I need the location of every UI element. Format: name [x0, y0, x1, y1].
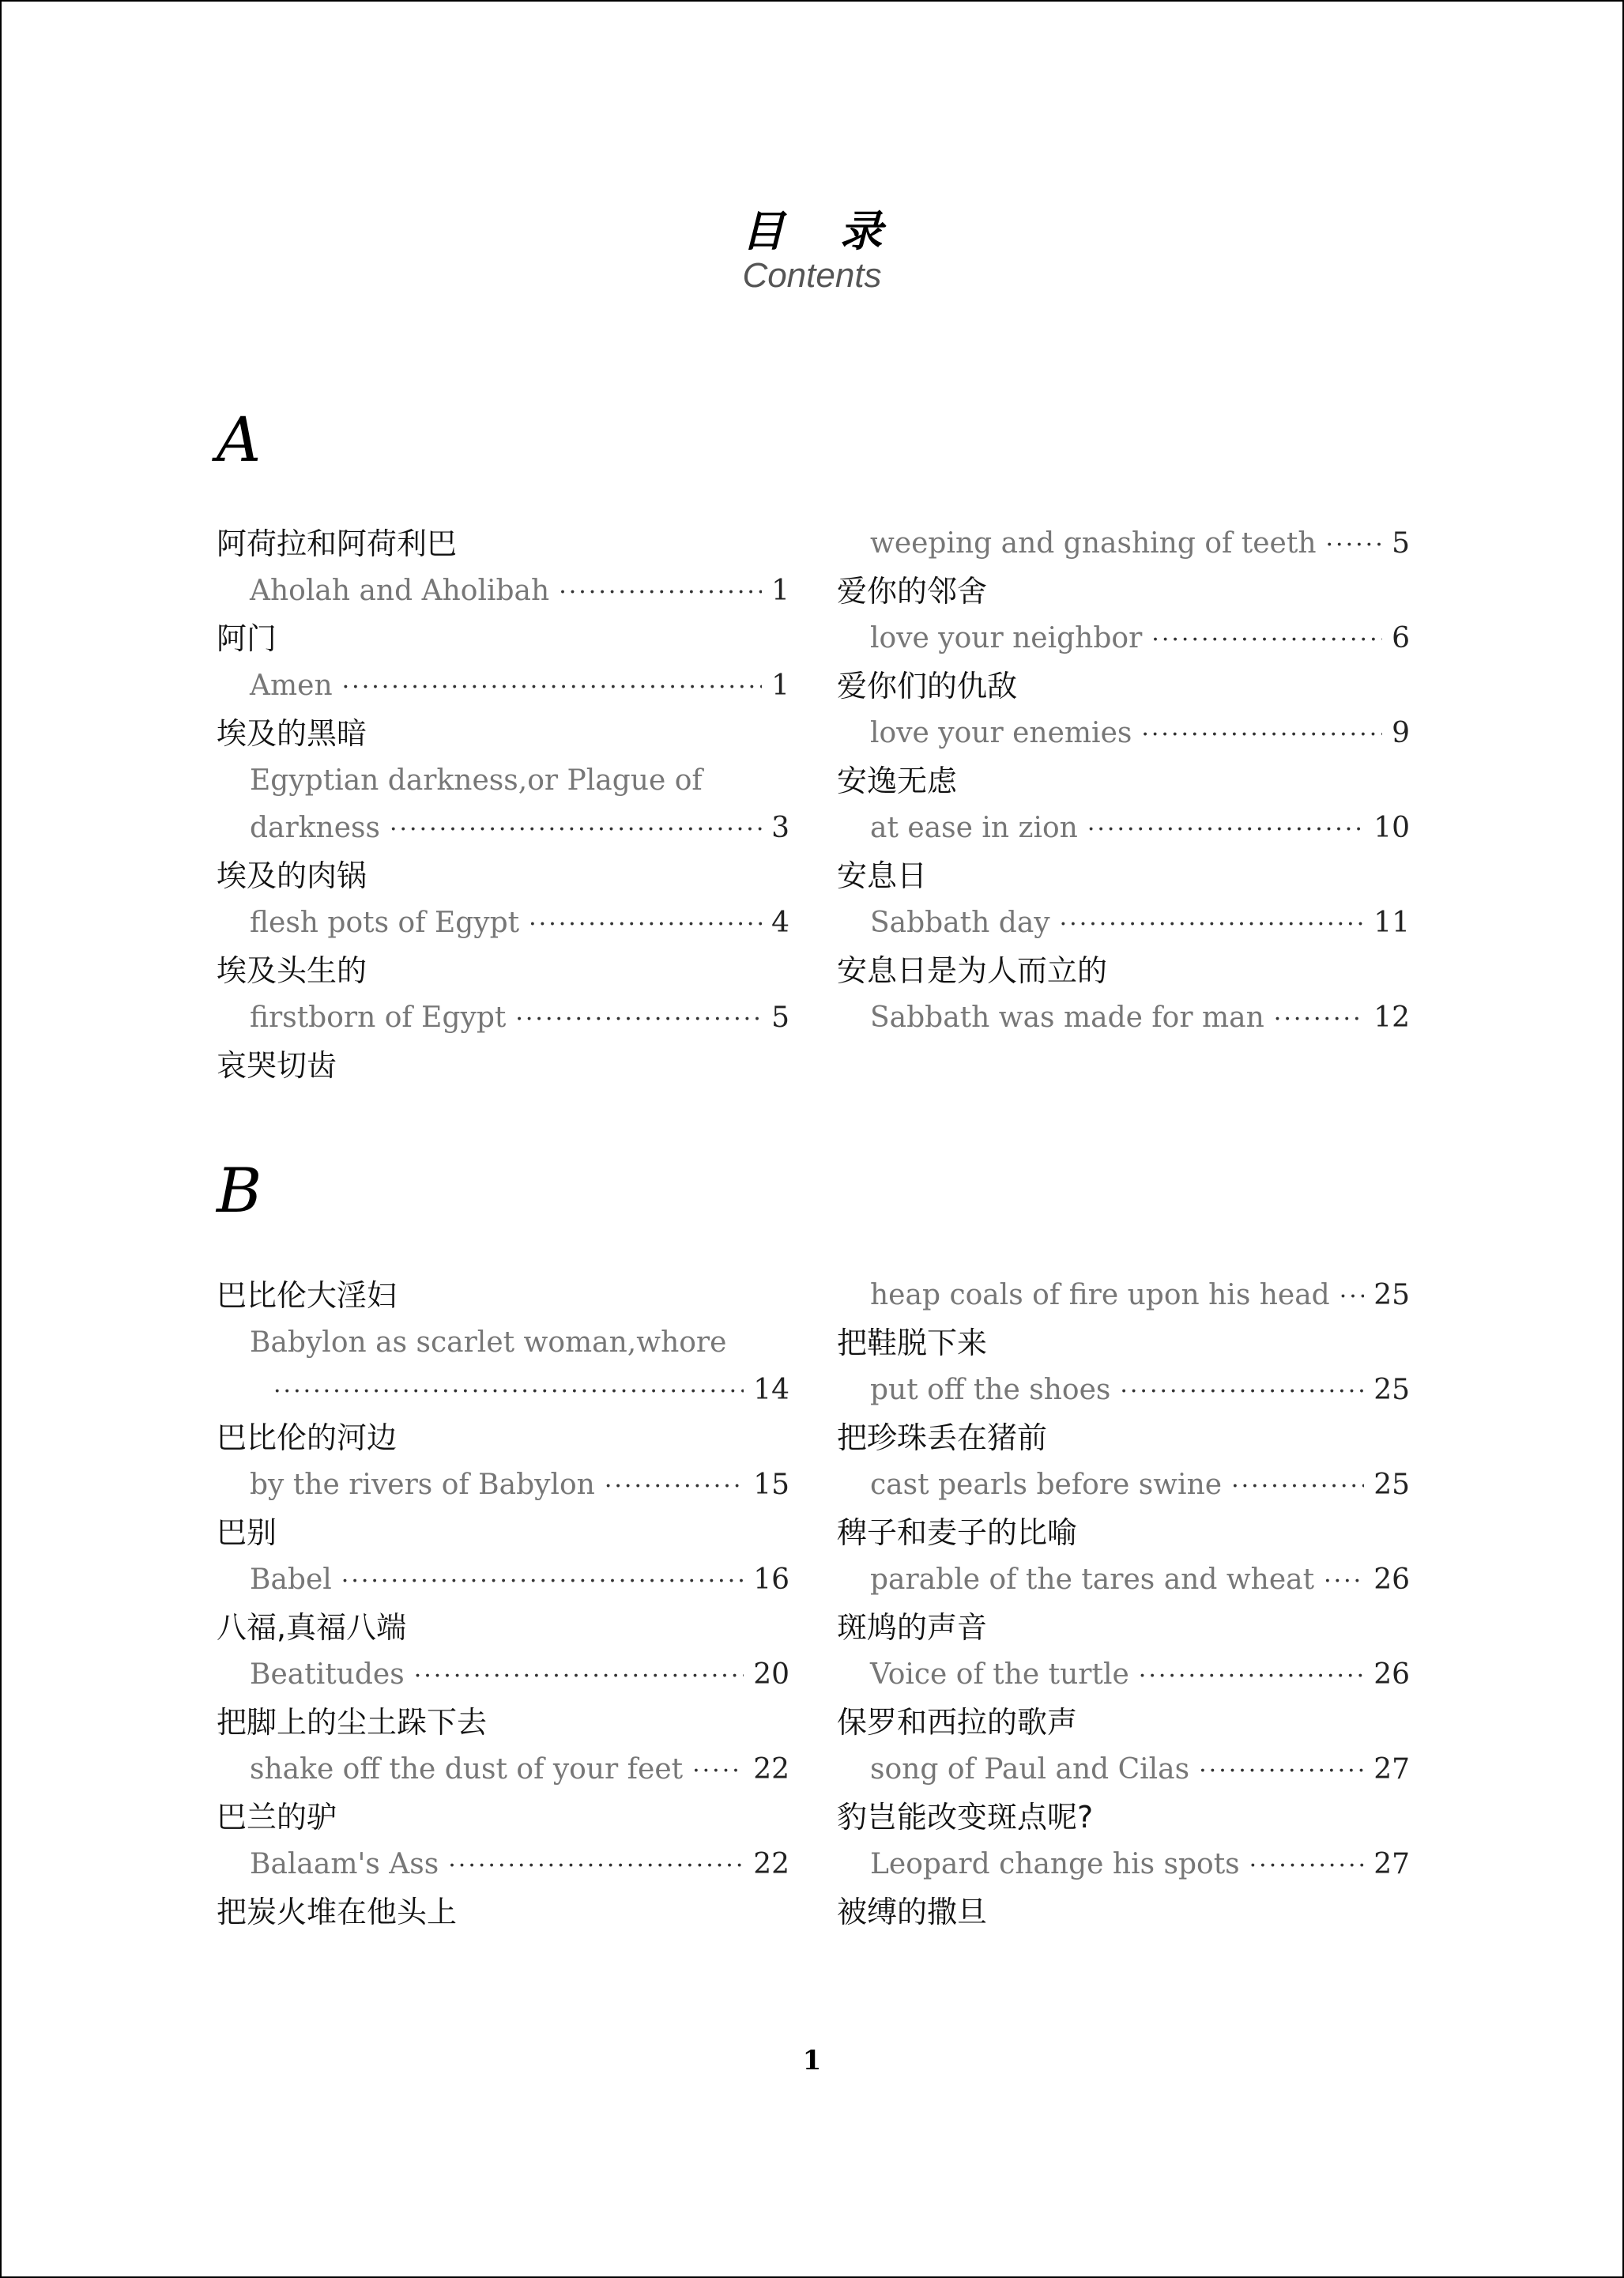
- leader-dots: [1324, 1558, 1364, 1605]
- entry-page-number: 3: [771, 812, 789, 844]
- entry-page-number: 22: [753, 1753, 789, 1786]
- entry-page-number: 5: [771, 1001, 789, 1034]
- entry-en-text: Leopard change his spots: [870, 1848, 1240, 1880]
- entry-page-number: 6: [1392, 622, 1410, 654]
- entry-en-line1: [217, 1319, 789, 1367]
- page-title-english: Contents: [742, 256, 882, 295]
- leader-dots: [1141, 711, 1382, 759]
- entry-en: [217, 805, 789, 852]
- entry-en: [837, 805, 1410, 852]
- entry-en: [837, 1272, 1410, 1319]
- entry-zh: 巴比伦大淫妇: [217, 1278, 398, 1313]
- entry-page-number: 9: [1392, 717, 1410, 749]
- entry-zh: 把鞋脱下来: [837, 1326, 988, 1360]
- leader-dots: [341, 1558, 744, 1605]
- entry-zh: 埃及的黑暗: [217, 716, 367, 751]
- entry-en-text: at ease in zion: [870, 812, 1078, 844]
- entry-en: [217, 1746, 789, 1793]
- entry-zh: 安息日: [837, 858, 928, 893]
- entry-en-line1: [217, 757, 789, 805]
- entry-en: [837, 1746, 1410, 1793]
- page-title-chinese: 目录: [741, 206, 938, 256]
- entry-en-text: Sabbath day: [870, 907, 1050, 939]
- entry-zh: 被缚的撒旦: [837, 1895, 988, 1929]
- leader-dots: [448, 1842, 744, 1890]
- leader-dots: [273, 1368, 744, 1416]
- entry-zh: 巴比伦的河边: [217, 1420, 398, 1455]
- section-b-left-column: [217, 1272, 789, 1936]
- leader-dots: [692, 1748, 744, 1795]
- entry-zh: 哀哭切齿: [217, 1048, 337, 1083]
- entry-page-number: 27: [1373, 1753, 1410, 1786]
- entry-en: [837, 1367, 1410, 1414]
- entry-page-number: 20: [753, 1658, 789, 1691]
- entry-page-number: 1: [771, 575, 789, 607]
- entry-page-number: 5: [1392, 527, 1410, 560]
- entry-en: [837, 615, 1410, 662]
- entry-en: [837, 520, 1410, 568]
- entry-page-number: 12: [1373, 1001, 1410, 1034]
- entry-en-text: Babylon as scarlet woman,whore: [250, 1326, 727, 1359]
- entry-page-number: 14: [753, 1374, 789, 1406]
- entry-en: [837, 1841, 1410, 1888]
- page-number: 1: [802, 2045, 822, 2076]
- entry-en: [217, 662, 789, 710]
- entry-en-text: cast pearls before swine: [870, 1469, 1223, 1501]
- entry-zh: 巴兰的驴: [217, 1800, 337, 1835]
- entry-en: [217, 568, 789, 615]
- entry-zh: 阿荷拉和阿荷利巴: [217, 526, 458, 561]
- entry-page-number: 25: [1373, 1374, 1410, 1406]
- entry-en-text: Beatitudes: [250, 1658, 405, 1691]
- entry-page-number: 26: [1373, 1563, 1410, 1596]
- entry-zh: 把脚上的尘土跺下去: [217, 1705, 488, 1740]
- entry-en: [217, 1367, 789, 1414]
- entry-page-number: 4: [771, 907, 789, 939]
- entry-zh: 斑鸠的声音: [837, 1610, 988, 1645]
- entry-en: [217, 1841, 789, 1888]
- section-a-left-column: [217, 520, 789, 1089]
- entry-en: [217, 994, 789, 1042]
- leader-dots: [515, 996, 762, 1043]
- entry-en-text: flesh pots of Egypt: [250, 907, 520, 939]
- entry-en-text: Balaam's Ass: [250, 1848, 439, 1880]
- entry-zh: 保罗和西拉的歌声: [837, 1705, 1078, 1740]
- entry-page-number: 1: [771, 669, 789, 702]
- leader-dots: [1199, 1748, 1364, 1795]
- entry-en-text: Voice of the turtle: [870, 1658, 1129, 1691]
- leader-dots: [1340, 1273, 1364, 1321]
- entry-page-number: 22: [753, 1848, 789, 1880]
- entry-en: [217, 1556, 789, 1604]
- entry-en-text: love your neighbor: [870, 622, 1143, 654]
- entry-en-text: firstborn of Egypt: [250, 1001, 507, 1034]
- entry-page-number: 25: [1373, 1279, 1410, 1311]
- entry-en-text: put off the shoes: [870, 1374, 1111, 1406]
- leader-dots: [342, 664, 762, 711]
- entry-page-number: 15: [753, 1469, 789, 1501]
- entry-en-text: Sabbath was made for man: [870, 1001, 1264, 1034]
- entry-en: [217, 1651, 789, 1699]
- entry-zh: 稗子和麦子的比喻: [837, 1515, 1078, 1550]
- leader-dots: [559, 569, 762, 617]
- entry-zh: 埃及头生的: [217, 953, 367, 988]
- entry-en: [837, 900, 1410, 947]
- leader-dots: [1231, 1463, 1364, 1510]
- entry-en: [217, 1461, 789, 1509]
- entry-en: [837, 1556, 1410, 1604]
- entry-zh: 埃及的肉锅: [217, 858, 367, 893]
- entry-zh: 安息日是为人而立的: [837, 953, 1108, 988]
- entry-zh: 安逸无虑: [837, 764, 958, 798]
- entry-en-text: Egyptian darkness,or Plague of: [250, 764, 703, 797]
- leader-dots: [529, 901, 762, 949]
- entry-page-number: 27: [1373, 1848, 1410, 1880]
- leader-dots: [1087, 806, 1364, 854]
- entry-en-text: Amen: [250, 669, 333, 702]
- leader-dots: [1139, 1653, 1364, 1700]
- entry-page-number: 25: [1373, 1469, 1410, 1501]
- leader-dots: [1274, 996, 1364, 1043]
- leader-dots: [390, 806, 762, 854]
- entry-zh: 巴别: [217, 1515, 277, 1550]
- entry-zh: 把珍珠丢在猪前: [837, 1420, 1048, 1455]
- leader-dots: [1151, 617, 1382, 664]
- section-a-right-column: [837, 520, 1410, 1042]
- entry-en-text: love your enemies: [870, 717, 1132, 749]
- entry-page-number: 16: [753, 1563, 789, 1596]
- entry-en: [837, 1461, 1410, 1509]
- entry-en-text: by the rivers of Babylon: [250, 1469, 595, 1501]
- leader-dots: [605, 1463, 744, 1510]
- entry-en: [837, 994, 1410, 1042]
- leader-dots: [1060, 901, 1365, 949]
- entry-en: [837, 1651, 1410, 1699]
- entry-en-text: Babel: [250, 1563, 332, 1596]
- leader-dots: [1326, 522, 1383, 569]
- entry-en-text: weeping and gnashing of teeth: [870, 527, 1317, 560]
- section-b-right-column: [837, 1272, 1410, 1936]
- entry-en: [837, 710, 1410, 757]
- entry-page-number: 26: [1373, 1658, 1410, 1691]
- leader-dots: [414, 1653, 744, 1700]
- leader-dots: [1249, 1842, 1365, 1890]
- entry-page-number: 10: [1373, 812, 1410, 844]
- entry-zh: 阿门: [217, 621, 277, 656]
- entry-en: [217, 900, 789, 947]
- entry-en-text: Aholah and Aholibah: [250, 575, 550, 607]
- entry-zh: 豹岂能改变斑点呢?: [837, 1800, 1094, 1835]
- section-letter-a: A: [217, 405, 262, 476]
- entry-zh: 爱你们的仇敌: [837, 669, 1018, 703]
- entry-page-number: 11: [1373, 907, 1410, 939]
- entry-en-text: heap coals of fire upon his head: [870, 1279, 1330, 1311]
- section-letter-b: B: [217, 1156, 262, 1227]
- entry-en-text: parable of the tares and wheat: [870, 1563, 1315, 1596]
- entry-zh: 爱你的邻舍: [837, 574, 988, 609]
- entry-zh: 把炭火堆在他头上: [217, 1895, 458, 1929]
- entry-en-text: shake off the dust of your feet: [250, 1753, 684, 1786]
- leader-dots: [1120, 1368, 1364, 1416]
- entry-en-text: song of Paul and Cilas: [870, 1753, 1190, 1786]
- entry-zh: 八福,真福八端: [217, 1610, 407, 1645]
- entry-en-text: darkness: [250, 812, 380, 844]
